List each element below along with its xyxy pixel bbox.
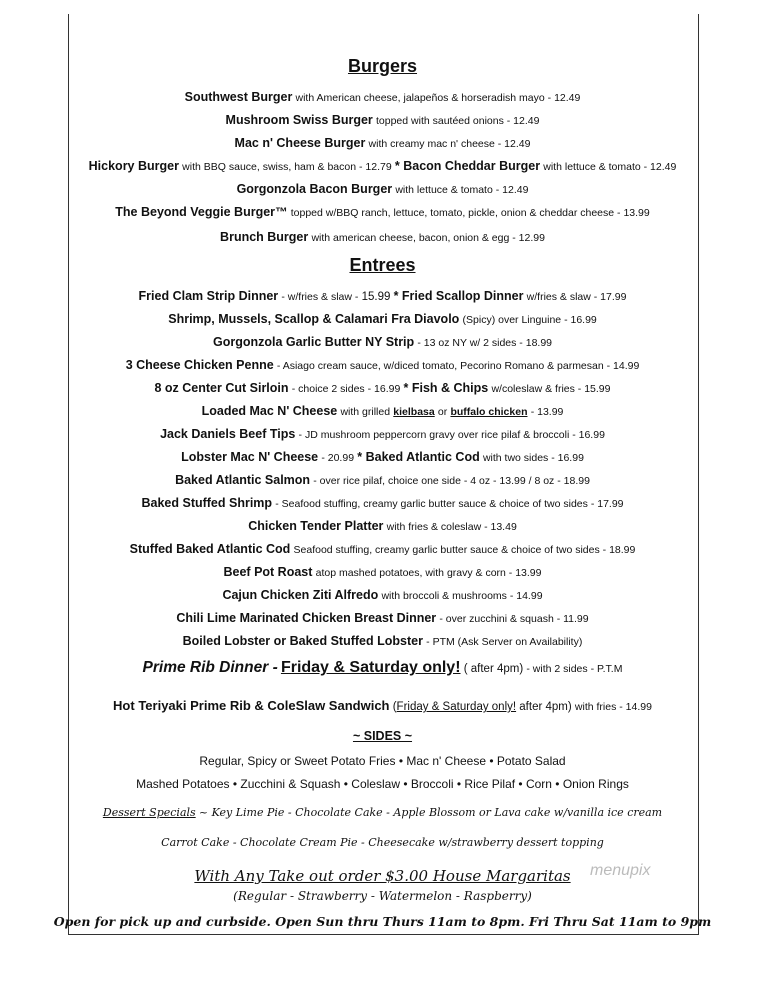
menu-item: Shrimp, Mussels, Scallop & Calamari Fra Diavolo (Spicy) over Linguine - 16.99	[168, 312, 597, 326]
entrees-heading: Entrees	[349, 255, 416, 275]
menu-item: Cajun Chicken Ziti Alfredo with broccoli & mushrooms - 14.99	[222, 588, 543, 602]
menu-item: Baked Stuffed Shrimp - Seafood stuffing, creamy garlic butter sauce & choice of two sides - 17.99	[141, 496, 624, 510]
menu-item: Hickory Burger with BBQ sauce, swiss, ham & bacon - 12.79 * Bacon Cheddar Burger with lettuce & tomato - 12.49	[88, 159, 677, 173]
menu-item: Chili Lime Marinated Chicken Breast Dinner - over zucchini & squash - 11.99	[176, 611, 589, 625]
watermark: menupix	[590, 862, 651, 879]
menu-item: Jack Daniels Beef Tips - JD mushroom peppercorn gravy over rice pilaf & broccoli - 16.99	[160, 427, 605, 441]
menu-item: The Beyond Veggie Burger™ topped w/BBQ ranch, lettuce, tomato, pickle, onion & cheddar cheese - 13.99	[115, 205, 650, 219]
menu-item: Beef Pot Roast atop mashed potatoes, with gravy & corn - 13.99	[223, 565, 542, 579]
menu-item: Baked Atlantic Salmon - over rice pilaf, choice one side - 4 oz - 13.99 / 8 oz - 18.99	[175, 473, 590, 487]
menu-item: Loaded Mac N' Cheese with grilled kielbasa or buffalo chicken - 13.99	[201, 404, 564, 418]
menu-item: Lobster Mac N' Cheese - 20.99 * Baked Atlantic Cod with two sides - 16.99	[181, 450, 584, 464]
menu-item: Stuffed Baked Atlantic Cod Seafood stuffing, creamy garlic butter sauce & choice of two sides - 18.99	[129, 542, 636, 556]
menu-item: Mac n' Cheese Burger with creamy mac n' cheese - 12.49	[234, 136, 531, 150]
menu-item: Gorgonzola Garlic Butter NY Strip - 13 oz NY w/ 2 sides - 18.99	[212, 335, 552, 349]
sides-heading: ~ SIDES ~	[352, 729, 413, 743]
menu-item: Boiled Lobster or Baked Stuffed Lobster - PTM (Ask Server on Availability)	[182, 634, 583, 648]
dessert-line-2: Carrot Cake - Chocolate Cream Pie - Cheesecake w/strawberry dessert topping	[161, 836, 604, 849]
teriyaki-line: Hot Teriyaki Prime Rib & ColeSlaw Sandwich (Friday & Saturday only! after 4pm) with fries - 14.99	[113, 698, 652, 713]
margarita-line: With Any Take out order $3.00 House Margaritas	[194, 867, 571, 885]
menu-item: Chicken Tender Platter with fries & coleslaw - 13.49	[248, 519, 517, 533]
hours-line: Open for pick up and curbside. Open Sun thru Thurs 11am to 8pm. Fri Thru Sat 11am to 9pm	[53, 914, 712, 929]
burgers-heading: Burgers	[347, 56, 418, 76]
menu-item: Southwest Burger with American cheese, jalapeños & horseradish mayo - 12.49	[184, 90, 581, 104]
menu-item: Fried Clam Strip Dinner - w/fries & slaw - 15.99 * Fried Scallop Dinner w/fries & slaw - 17.99	[138, 289, 627, 303]
menu-item: Brunch Burger with american cheese, bacon, onion & egg - 12.99	[220, 230, 545, 244]
sides-line-1: Regular, Spicy or Sweet Potato Fries • Mac n' Cheese • Potato Salad	[199, 754, 566, 768]
dessert-line-1: Dessert Specials ~ Key Lime Pie - Chocolate Cake - Apple Blossom or Lava cake w/vanilla ice cream	[102, 806, 663, 819]
margarita-flavors: (Regular - Strawberry - Watermelon - Raspberry)	[233, 889, 532, 903]
prime-rib-line: Prime Rib Dinner - Friday & Saturday only! ( after 4pm) - with 2 sides - P.T.M	[142, 659, 623, 676]
menu-item: Mushroom Swiss Burger topped with sautéed onions - 12.49	[225, 113, 540, 127]
sides-line-2: Mashed Potatoes • Zucchini & Squash • Coleslaw • Broccoli • Rice Pilaf • Corn • Onion Rings	[136, 777, 629, 791]
menu-item: Gorgonzola Bacon Burger with lettuce & tomato - 12.49	[236, 182, 529, 196]
menu-item: 8 oz Center Cut Sirloin - choice 2 sides - 16.99 * Fish & Chips w/coleslaw & fries - 15.99	[154, 381, 611, 395]
menu-item: 3 Cheese Chicken Penne - Asiago cream sauce, w/diced tomato, Pecorino Romano & parmesan - 14.99	[125, 358, 640, 372]
